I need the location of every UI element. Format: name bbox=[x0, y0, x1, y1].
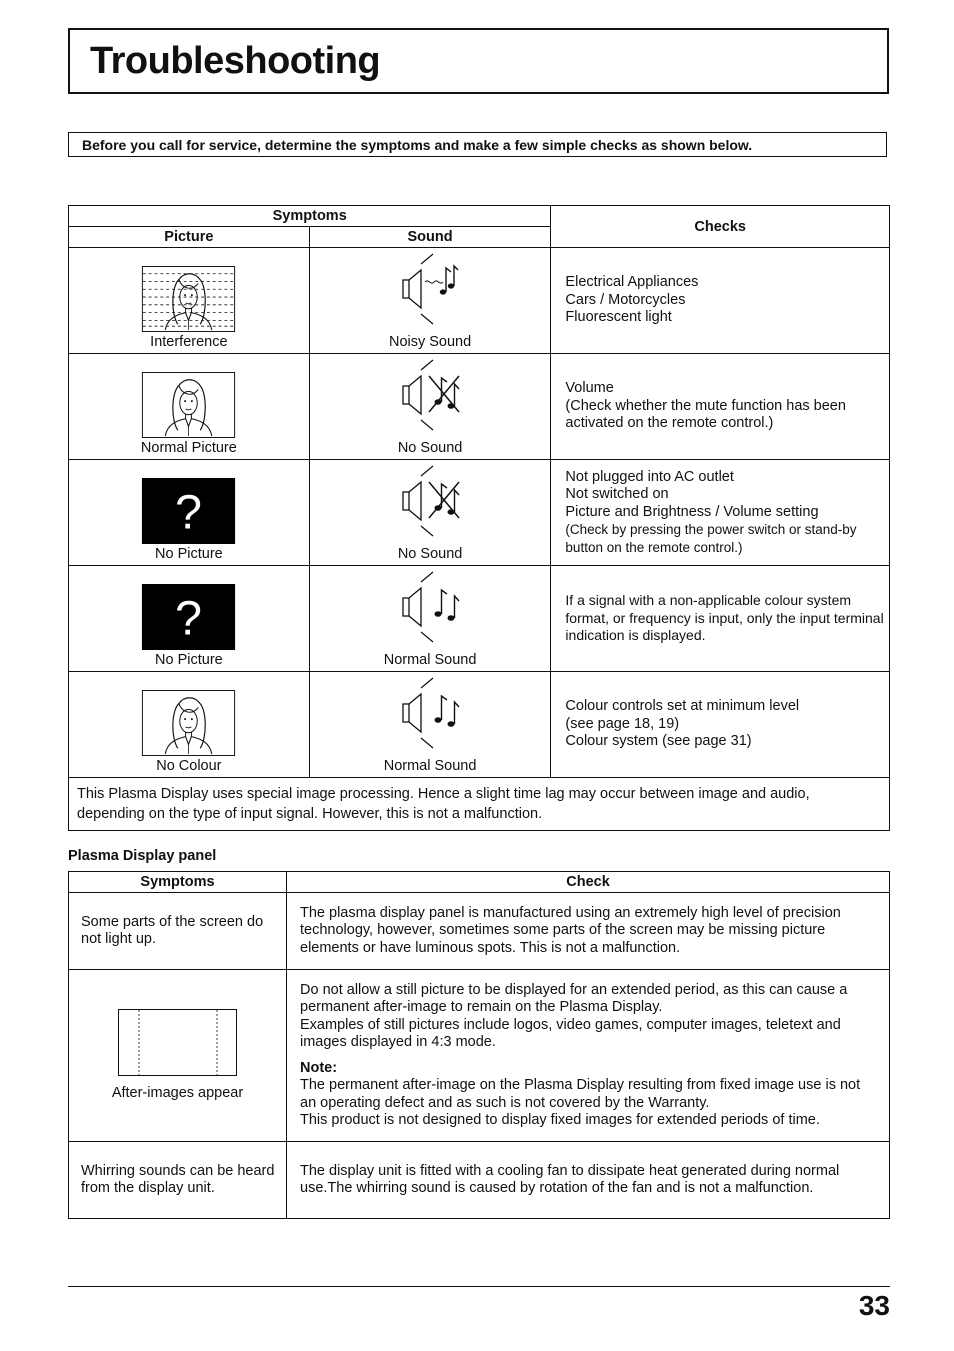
sound-cell bbox=[309, 566, 551, 672]
sound-cell bbox=[309, 354, 551, 460]
panel-check: The display unit is fitted with a cooling fan to dissipate heat generated during normal use.The whirring sound is caused by rotation of the fan and is not a malfunction. bbox=[287, 1142, 890, 1219]
panel-header-symptoms: Symptoms bbox=[69, 872, 287, 893]
check-line: If a signal with a non-applicable colour system format, or frequency is input, only the input terminal indication is displayed. bbox=[565, 592, 884, 644]
check-line: (Check whether the mute function has been activated on the remote control.) bbox=[565, 397, 846, 432]
checks-cell bbox=[551, 566, 890, 672]
checks-cell bbox=[551, 248, 890, 354]
sound-label: No Sound bbox=[397, 440, 463, 456]
page-number: 33 bbox=[858, 1290, 890, 1321]
intro-box: Before you call for service, determine the symptoms and make a few simple checks as shown below. bbox=[68, 132, 887, 157]
question-mark: ? bbox=[175, 485, 203, 540]
picture-label: No Picture bbox=[155, 652, 223, 668]
panel-header-check: Check bbox=[287, 872, 890, 893]
header-sound: Sound bbox=[309, 227, 551, 248]
symptoms-table bbox=[68, 205, 890, 831]
footer-rule bbox=[68, 1286, 890, 1287]
sound-label: Normal Sound bbox=[383, 758, 477, 774]
sound-cell bbox=[309, 460, 551, 566]
picture-cell bbox=[69, 354, 310, 460]
checks-cell bbox=[551, 460, 890, 566]
checks-cell bbox=[551, 672, 890, 778]
sound-cell bbox=[309, 248, 551, 354]
normal-picture-icon bbox=[141, 372, 236, 438]
page-title: Troubleshooting bbox=[90, 40, 381, 82]
question-mark: ? bbox=[175, 591, 203, 646]
no-picture-icon bbox=[141, 478, 236, 544]
table-row bbox=[69, 672, 890, 778]
image-processing-note: This Plasma Display uses special image processing. Hence a slight time lag may occur between image and audio, depending on the type of input signal. However, this is not a malfunction. bbox=[69, 778, 890, 831]
picture-label: No Picture bbox=[155, 546, 223, 562]
panel-check: The plasma display panel is manufactured using an extremely high level of precision technology, however, sometimes some parts of the screen may be missing picture elements or have luminous spots. This is not a malfunction. bbox=[287, 893, 890, 970]
panel-heading: Plasma Display panel bbox=[68, 848, 217, 864]
check-paragraph: Do not allow a still picture to be displayed for an extended period, as this can cause a permanent after-image to remain on the Plasma Display. bbox=[300, 981, 848, 1015]
check-line: (see page 18, 19) bbox=[565, 715, 680, 732]
table-row bbox=[69, 893, 890, 970]
check-line: Picture and Brightness / Volume setting bbox=[565, 503, 819, 520]
picture-label: Interference bbox=[150, 334, 228, 350]
check-line: (Check by pressing the power switch or stand-by button on the remote control.) bbox=[565, 522, 857, 555]
after-image-screen-icon bbox=[118, 1009, 238, 1077]
table-row bbox=[69, 460, 890, 566]
sound-cell bbox=[309, 672, 551, 778]
sound-label: Noisy Sound bbox=[388, 334, 472, 350]
picture-cell bbox=[69, 672, 310, 778]
picture-label: Normal Picture bbox=[140, 440, 237, 456]
table-row bbox=[69, 354, 890, 460]
note-title: Note: bbox=[300, 1059, 338, 1076]
header-checks: Checks bbox=[551, 206, 890, 248]
header-symptoms: Symptoms bbox=[69, 206, 551, 227]
table-row bbox=[69, 970, 890, 1142]
no-colour-picture-icon bbox=[141, 690, 236, 756]
note-paragraph: This product is not designed to display fixed images for extended periods of time. bbox=[300, 1112, 820, 1128]
normal-sound-icon bbox=[395, 570, 465, 646]
panel-check bbox=[287, 970, 890, 1142]
panel-table bbox=[68, 871, 890, 1219]
note-paragraph: The permanent after-image on the Plasma Display resulting from fixed image use is not an operating defect and as such is not covered by the Warranty. bbox=[300, 1077, 861, 1111]
check-line: Fluorescent light bbox=[565, 309, 672, 326]
sound-label: No Sound bbox=[397, 546, 463, 562]
picture-cell bbox=[69, 460, 310, 566]
check-paragraph: Examples of still pictures include logos, video games, computer images, teletext and images displayed in 4:3 mode. bbox=[300, 1016, 841, 1050]
table-row bbox=[69, 566, 890, 672]
picture-cell bbox=[69, 248, 310, 354]
no-sound-icon bbox=[395, 464, 465, 540]
table-row bbox=[69, 248, 890, 354]
header-picture: Picture bbox=[69, 227, 310, 248]
checks-cell bbox=[551, 354, 890, 460]
picture-cell bbox=[69, 566, 310, 672]
no-picture-icon bbox=[141, 584, 236, 650]
panel-symptom-cell bbox=[69, 970, 287, 1142]
check-line: Cars / Motorcycles bbox=[565, 291, 686, 308]
panel-symptom: After-images appear bbox=[111, 1084, 244, 1101]
check-line: Not switched on bbox=[565, 486, 669, 503]
check-line: Colour controls set at minimum level bbox=[565, 698, 800, 715]
interference-picture-icon bbox=[141, 266, 236, 332]
no-sound-icon bbox=[395, 358, 465, 434]
panel-symptom: Whirring sounds can be heard from the display unit. bbox=[69, 1142, 287, 1219]
picture-label: No Colour bbox=[156, 758, 222, 774]
check-line: Colour system (see page 31) bbox=[565, 733, 752, 750]
normal-sound-icon bbox=[395, 676, 465, 752]
sound-label: Normal Sound bbox=[383, 652, 477, 668]
check-line: Volume bbox=[565, 380, 614, 397]
noisy-sound-icon bbox=[395, 252, 465, 328]
check-line: Not plugged into AC outlet bbox=[565, 468, 734, 485]
title-box bbox=[68, 28, 889, 94]
table-row bbox=[69, 1142, 890, 1219]
panel-symptom: Some parts of the screen do not light up. bbox=[69, 893, 287, 970]
check-line: Electrical Appliances bbox=[565, 274, 699, 291]
